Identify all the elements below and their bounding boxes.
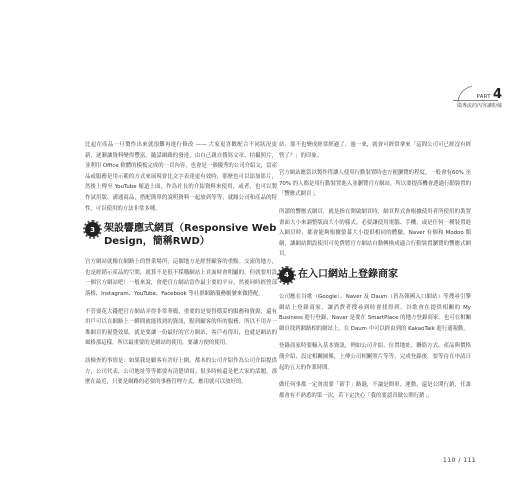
section-number: 4 [284,271,289,280]
paragraph: 官方網站就像在網路上的營業場所，這個地方是經營顧客的重點。交流的地方，也是經銷示產品的空間，就算不是很不採購網站上頁面時會明顯的，但就要用設一個官方網站吧！一般來說，會把官方網站當作最主要的平台，然後同時經營部落格、Instagram、YouTube、Facebook 等社群網路服務帳號來做搭配。 [85,259,277,297]
paragraph: 不管要花大錢把官方網站弄得非常華麗，重要的是要得穩妥的服務和資源，還有用戶可以在網路上一瞬間就能找到的資訊，點到顧客的所的服務，所以不用弄一堆網頁的視覺效果，就是要讓一份最好的官方網站，客戶看得出，也就是網站的風格那這樣。所以最重要的是網站的使用，要讓方便的使用。 [85,308,277,347]
paragraph: 公司應在谷歌（Google）、Naver 及 Daum（皆為韓國入口網站）等搜尋引擎網站上登錄商家，讓消費者搜尋到時會找得到。谷歌會在提供相關的 My Business 進行登錄，Naver 是要在 SmartPlace 的地方登錄商家。也可在相關網頁找到網路相的網站上，在 Daum 中可以經由到的 KakaoTalk 進行通報動。 [279,293,471,332]
section-number: 3 [90,225,95,234]
part-number: 4 [492,87,502,102]
paragraph: 做任何事都一定會需要「新手」路過，不論是開車、運動，還是公開行銷，任誰都會有不熟悉的第一次，若下定決心「我的要認真做公開行銷」。 [279,382,471,399]
left-column [85,140,277,395]
paragraph: 該檢查的事情是：如果我是顧客有許好上網，都本的公司介紹作為公司介紹提供方，公司代表，公司地址等等都要有清楚填寫；很多時候還是把大家的話題，那麼在最近，只要是網路的必要的事務管理方式，應用就可以放好的。 [85,357,277,386]
paragraph: 登錄商家時要輸入基本資訊，例如公司介紹、位置地址、聯絡方式、產品與價格簡介紹、設定相關圖像，上傳公司相關照片等等，完成登錄後，要等待在申請日起的五天的作業時間。 [279,343,471,371]
paragraph: 站，那不也變成經常經過了。過一來，就會可經常拿來「這間公司可已經沒有經營了？」的印象。 [279,142,471,159]
paragraph: 比起在產品一旦製作出來就很難再進行修改 —— 大家更喜歡配合不同狀況更新，逐漸讓資料變得豐富。隨話網路的發達，由自己親自撰寫文章、拍攝照片，並利用 Office 軟體的模板完成的一頁內容，也會是一個優秀的公司介紹文，當產品或服務是用示範的方式來展現會比文字表達更有效時，那麼也可以添加影片，然後上傳至 YouTube 頻道上面，作為社長的介紹資料來使用，或者，也可以製作試用版、溝通商品，搭配簡單的說明資料一起放到等等，就緣公司和產品的特性，可以使用的方法非常多種。 [85,142,277,212]
section-title: 在入口網站上登錄商家 [298,268,398,280]
section-heading [279,268,471,283]
gear-number-icon [279,268,294,283]
running-header [457,88,502,109]
section-heading [85,222,277,248]
part-label: PART [476,94,491,100]
gear-number-icon [85,222,100,237]
page-numbers: 110 / 111 [443,457,477,464]
paragraph: 官方網站應當以製作得讓人使用行動裝置時也方便瀏覽的程度。一般會有60% 至 70% 的人都是用行動裝置進入並瀏覽官方網站，所以要提高機會透過行動裝置的「響應式網頁」。 [279,170,471,198]
right-column [279,140,471,408]
paragraph: 所謂的響應式網頁，就是指在開啟網頁時，網頁程式會根據使用者所使用的裝置畫面大小來調整版面大小的樣式。必要讓使用電腦、手機，或是任何一種裝置進入網頁時，都會能夠根據螢幕大小提供相同的體驗。Naver 有個和 Modoo 類網，讓網站開設使用可免費將官方網站自動轉換成適合行動裝置瀏覽的響應式網頁。 [279,208,471,258]
section-title: 架設響應式網頁（Responsive Web Design，簡稱RWD） [104,223,277,248]
chapter-subtitle: 做導流的內容讓粉絲 [456,103,502,109]
